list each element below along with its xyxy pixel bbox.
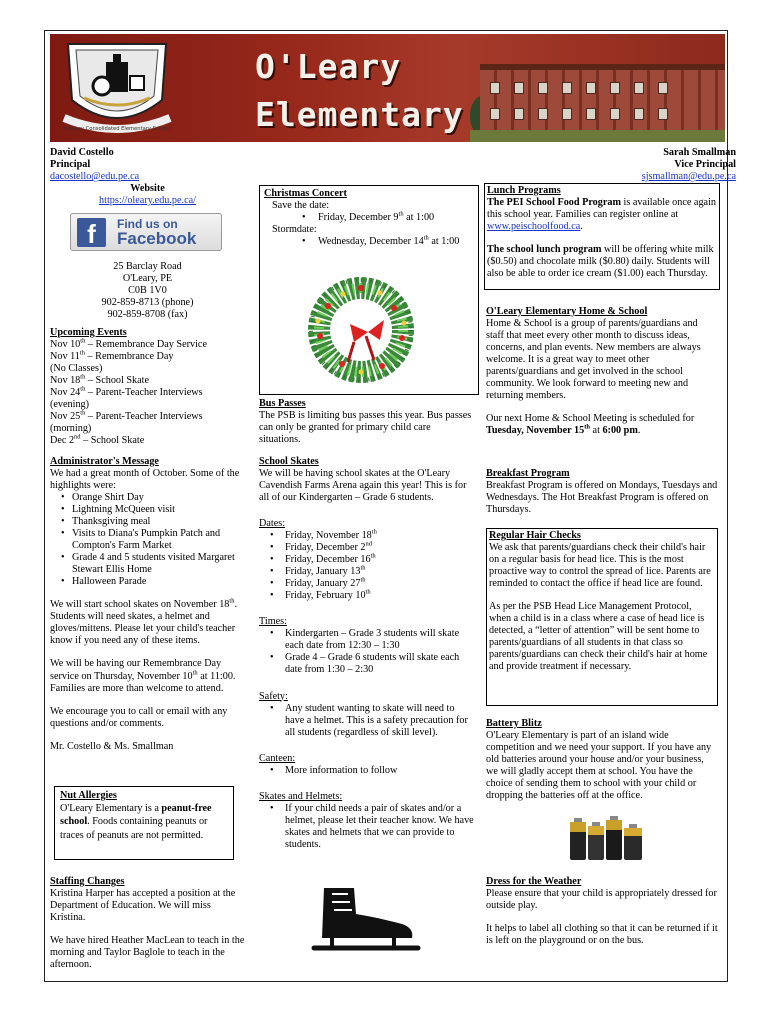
bus-passes xyxy=(259,398,474,446)
weather-p1: Please ensure that your child is appropriately dressed for outside play. xyxy=(486,888,717,912)
skate-date-item xyxy=(259,542,474,554)
event-date-suffix: nd xyxy=(74,433,81,441)
skate-date-text: Friday, January 13 xyxy=(285,566,361,578)
home-and-school xyxy=(486,306,718,437)
hair-heading: Regular Hair Checks xyxy=(489,530,581,541)
event-date: Nov 24 xyxy=(50,387,81,399)
skates-text: We will be having school skates at the O'Leary Cavendish Farms Arena again this year! This is for all of our Kindergarten – Grade 6 students. xyxy=(259,468,467,504)
admin-highlight-item: • Lightning McQueen visit xyxy=(50,504,245,516)
facebook-badge[interactable] xyxy=(70,213,222,251)
skate-date-text: Friday, November 18 xyxy=(285,530,372,542)
skates-canteen-label: Canteen: xyxy=(259,752,296,764)
dress-for-weather xyxy=(486,876,718,947)
battery-blitz xyxy=(486,718,718,802)
address-block xyxy=(50,261,245,321)
school-title-line2: Elementary xyxy=(255,95,464,134)
event-date: Nov 25 xyxy=(50,411,81,423)
school-skates xyxy=(259,456,474,851)
skate-date-item xyxy=(259,554,474,566)
christmas-wreath-icon xyxy=(298,266,424,388)
event-title: – School Skate xyxy=(85,375,150,387)
lunch-heading: Lunch Programs xyxy=(487,185,561,196)
website-label: Website xyxy=(130,183,165,195)
upcoming-event-item xyxy=(50,435,245,447)
event-date: Nov 10 xyxy=(50,339,81,351)
vp-email-link[interactable]: sjsmallman@edu.pe.ca xyxy=(641,171,736,183)
event-date: (morning) xyxy=(50,423,92,435)
admin-highlight-item: • Halloween Parade xyxy=(50,576,245,588)
skates-dates-label: Dates: xyxy=(259,518,286,530)
battery-heading: Battery Blitz xyxy=(486,718,542,729)
lunch-programs-box xyxy=(484,183,720,290)
admin-remembrance-paragraph: We will be having our Remembrance Day service on Thursday, November 10th at 11:00. Families are more than welcome to attend. xyxy=(50,658,236,694)
event-date: Nov 18 xyxy=(50,375,81,387)
skates-canteen-text: • More information to follow xyxy=(259,765,474,777)
battery-text: O'Leary Elementary is part of an island wide competition and we need your support. If you have any old batteries around your house and/or your business, we will gladly accept them at school. You have the choice of sending them to school with your child or dropping the batteries off at the office. xyxy=(486,730,712,802)
skate-date-suffix: th xyxy=(360,564,366,572)
christmas-save-date: Save the date: xyxy=(272,200,330,212)
skates-helmets-label: Skates and Helmets: xyxy=(259,790,343,802)
skate-date-text: Friday, February 10 xyxy=(285,590,366,602)
address-postal: C0B 1V0 xyxy=(128,285,167,297)
event-date: (evening) xyxy=(50,399,90,411)
bus-text: The PSB is limiting bus passes this year. Bus passes can only be granted for primary child care situations. xyxy=(259,410,472,446)
skate-date-text: Friday, January 27 xyxy=(285,578,361,590)
weather-p2: It helps to label all clothing so that it can be returned if it is left on the playground or on the bus. xyxy=(486,923,718,947)
principal-email-link[interactable]: dacostello@edu.pe.ca xyxy=(50,171,140,183)
admin-signature: Mr. Costello & Ms. Smallman xyxy=(50,740,174,752)
skate-date-item xyxy=(259,590,474,602)
christmas-heading: Christmas Concert xyxy=(264,188,347,199)
address-fax: 902-859-8708 (fax) xyxy=(107,309,188,321)
home-school-heading: O'Leary Elementary Home & School xyxy=(486,306,648,317)
home-school-p1: Home & School is a group of parents/guardians and staff that meet every other month to discuss ideas, concerns, and plan events. New members are always welcome. It is a great way to meet other parents/guardians and get involved in the school community. We look forward to meeting new and returning members. xyxy=(486,318,701,402)
upcoming-heading: Upcoming Events xyxy=(50,327,127,338)
admin-intro: We had a great month of October. Some of the highlights were: xyxy=(50,468,240,492)
admin-highlight-item: • Orange Shirt Day xyxy=(50,492,245,504)
event-date-suffix: th xyxy=(80,385,86,393)
batteries-icon xyxy=(566,812,646,864)
facebook-wordmark: Facebook xyxy=(117,229,197,248)
peischoolfood-link[interactable]: www.peischoolfood.ca xyxy=(487,221,581,233)
principal-role: Principal xyxy=(50,159,91,171)
upcoming-event-item xyxy=(50,387,245,399)
skates-helmets-text: • If your child needs a pair of skates and/or a helmet, please let their teacher know. We have skates and helmets that we can provide to students. xyxy=(259,803,474,851)
bus-heading: Bus Passes xyxy=(259,398,306,409)
skates-safety-text: • Any student wanting to skate will need to have a helmet. This is a safety precaution for all students (regardless of skill level). xyxy=(259,703,474,739)
skate-date-text: Friday, December 16 xyxy=(285,554,371,566)
hair-p2: As per the PSB Head Lice Management Protocol, when a child is in a class where a case of head lice is detected, a “letter of attention” will be sent home to parents/guardians of all students in that class so parents/guardians can check their child's hair at home and provide treatment if necessary. xyxy=(489,601,708,673)
hair-p1: We ask that parents/guardians check their child's hair on a regular basis for head lice. This is the most proactive way to control the spread of lice. Parents are reminded to contact the office if head lice are found. xyxy=(489,542,711,590)
skate-date-suffix: th xyxy=(370,552,376,560)
ice-skate-icon xyxy=(310,884,424,958)
principal-name: David Costello xyxy=(50,147,114,158)
admin-highlight-item: • Visits to Diana's Pumpkin Patch and Compton's Farm Market xyxy=(50,528,245,552)
skates-safety-label: Safety: xyxy=(259,690,288,702)
staffing-p2: We have hired Heather MacLean to teach in the morning and Taylor Baglole to teach in the afternoon. xyxy=(50,935,245,971)
lunch-p2: The school lunch program will be offering white milk ($0.50) and chocolate milk ($0.80) daily. Students will also be able to order ice cream ($1.00) each Thursday. xyxy=(487,244,714,280)
skate-time-item: • Kindergarten – Grade 3 students will skate each date from 12:30 – 1:30 xyxy=(259,628,474,652)
event-title: – Remembrance Day Service xyxy=(85,339,207,351)
header-banner xyxy=(50,34,725,142)
lunch-p1: The PEI School Food Program is available once again this school year. Families can register online at www.peischoolfood.ca. xyxy=(487,197,716,233)
address-phone: 902-859-8713 (phone) xyxy=(101,297,194,309)
event-date-suffix: th xyxy=(80,373,86,381)
upcoming-event-item xyxy=(50,351,245,363)
skate-date-item xyxy=(259,566,474,578)
staffing-changes xyxy=(50,876,245,971)
skate-date-suffix: th xyxy=(365,588,371,596)
upcoming-event-item xyxy=(50,411,245,423)
staffing-heading: Staffing Changes xyxy=(50,876,125,887)
event-date-suffix: th xyxy=(80,337,86,345)
christmas-stormdate: • Wednesday, December 14th at 1:00 xyxy=(264,236,474,248)
admin-skates-paragraph: We will start school skates on November 18th. Students will need skates, a helmet and gloves/mittens. Please let your child's teacher know if you need any of these items. xyxy=(50,597,238,647)
skates-heading: School Skates xyxy=(259,456,319,467)
event-date: Nov 11 xyxy=(50,351,80,363)
event-date-suffix: th xyxy=(79,349,85,357)
skate-date-text: Friday, December 2 xyxy=(285,542,366,554)
admin-highlight-item: • Grade 4 and 5 students visited Margaret Stewart Ellis Home xyxy=(50,552,245,576)
event-date: Dec 2 xyxy=(50,435,75,447)
website-link[interactable]: https://oleary.edu.pe.ca/ xyxy=(99,195,196,207)
admin-contact-paragraph: We encourage you to call or email with any questions and/or comments. xyxy=(50,705,228,729)
vice-principal-block xyxy=(530,147,736,183)
hair-checks-box xyxy=(486,528,718,706)
event-title: – School Skate xyxy=(80,435,145,447)
breakfast-program xyxy=(486,468,718,516)
skate-date-suffix: nd xyxy=(365,540,373,548)
staffing-p1: Kristina Harper has accepted a position at the Department of Education. We will miss Kristina. xyxy=(50,888,236,924)
event-date-suffix: th xyxy=(80,409,86,417)
breakfast-heading: Breakfast Program xyxy=(486,468,570,479)
left-column xyxy=(50,147,245,207)
crest-text: O'Leary Consolidated Elementary School xyxy=(64,126,170,132)
skate-date-suffix: th xyxy=(360,576,366,584)
christmas-stormdate-label: Stormdate: xyxy=(272,224,317,236)
home-school-p2: Our next Home & School Meeting is scheduled for Tuesday, November 15th at 6:00 pm. xyxy=(486,413,695,437)
nut-heading: Nut Allergies xyxy=(60,790,117,801)
event-date: (No Classes) xyxy=(50,363,103,375)
upcoming-events xyxy=(50,327,245,447)
admin-message xyxy=(50,456,245,753)
admin-heading: Administrator's Message xyxy=(50,456,159,467)
event-title: – Parent-Teacher Interviews xyxy=(85,387,203,399)
skates-times-label: Times: xyxy=(259,616,287,628)
facebook-icon: f xyxy=(77,218,106,247)
nut-allergy-box xyxy=(54,786,234,860)
admin-highlight-item: • Thanksgiving meal xyxy=(50,516,245,528)
address-street: 25 Barclay Road xyxy=(113,261,182,272)
school-crest-logo xyxy=(54,36,180,140)
school-title-line1: O'Leary xyxy=(255,47,402,86)
facebook-find-us: Find us on xyxy=(117,217,178,231)
skate-time-item: • Grade 4 – Grade 6 students will skate each date from 1:30 – 2:30 xyxy=(259,652,474,676)
weather-heading: Dress for the Weather xyxy=(486,876,582,887)
event-title: – Parent-Teacher Interviews xyxy=(85,411,203,423)
event-title: – Remembrance Day xyxy=(84,351,174,363)
christmas-date: • Friday, December 9th at 1:00 xyxy=(264,212,474,224)
address-town: O'Leary, PE xyxy=(122,273,173,285)
breakfast-text: Breakfast Program is offered on Mondays, Tuesdays and Wednesdays. The Hot Breakfast Program is offered on Thursdays. xyxy=(486,480,718,516)
nut-text: O'Leary Elementary is a peanut-free school. Foods containing peanuts or traces of peanuts are not permitted. xyxy=(60,803,212,841)
skate-date-suffix: th xyxy=(371,528,377,536)
vp-name: Sarah Smallman xyxy=(663,147,736,158)
vp-role: Vice Principal xyxy=(674,159,736,171)
